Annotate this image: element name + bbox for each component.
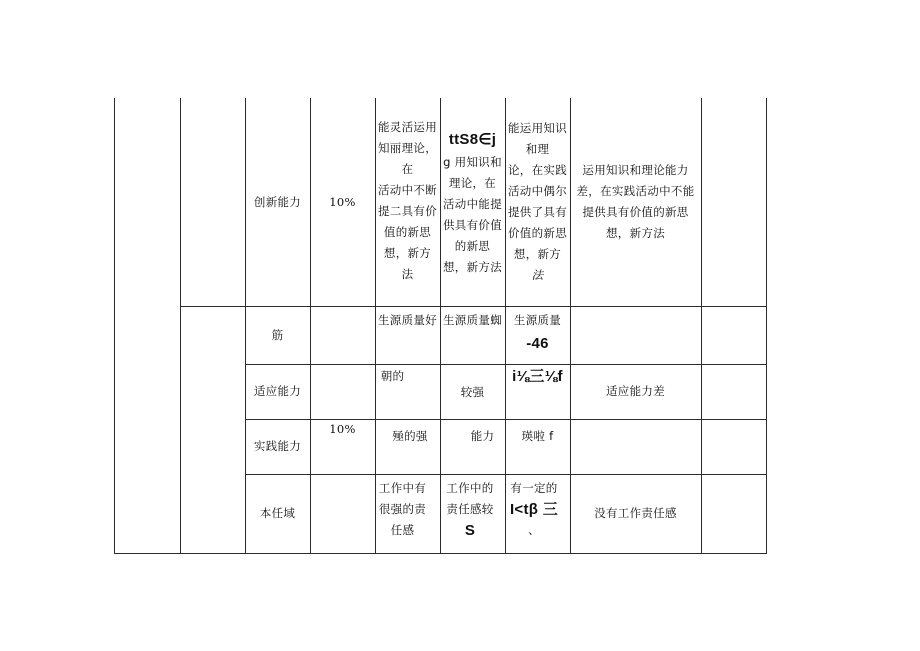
criterion-label-responsibility: 本任域: [259, 506, 296, 520]
criterion-weight-creative: 10%: [329, 194, 356, 209]
grade-fair-creative: 能运用知识 和理 论，在实践 活动中偶尔 提供了具有 价值的新思 想，新方 法: [508, 121, 567, 282]
grade-fair-r2: i⅛三⅛f: [512, 368, 563, 385]
col-divider: [180, 98, 181, 554]
criterion-label: 筋: [271, 327, 284, 342]
criterion-weight-adapt: 10%: [329, 422, 356, 436]
col-divider: [766, 98, 767, 554]
grade-good-r2: 较强: [460, 385, 485, 399]
grade-fair-r1: 生源质量 -46: [513, 313, 562, 352]
grade-poor-r4: 没有工作责任感: [594, 506, 677, 520]
grade-excellent-r4: 工作中有 很强的责 任感: [378, 481, 427, 537]
grade-excellent-r3: 殛的强: [392, 428, 428, 443]
grade-good-r4: 工作中的 责任感较 S: [446, 481, 494, 539]
grade-excellent-r1: 生源质量好: [378, 313, 437, 327]
col-divider: [701, 98, 702, 554]
grade-good-creative: ttS8∈j g 用知识和 理论，在 活动中能提 供具有价值 的新思 想，新方法: [443, 131, 502, 274]
criterion-label-practice: 实践能力: [253, 439, 302, 453]
grade-poor-r2: 适应能力差: [606, 384, 665, 398]
grade-fair-r4: 有一定的 I<tβ 三 、: [509, 481, 559, 537]
grade-fair-r3: 瑛啦 f: [521, 428, 554, 443]
col-divider: [114, 98, 115, 554]
criterion-label-adaptability: 适应能力: [253, 384, 302, 398]
grade-excellent-r2: 朝的: [380, 369, 405, 383]
grade-good-r3: 能力: [470, 428, 495, 443]
grade-poor-creative: 运用知识和理论能力 差，在实践活动中不能 提供具有价值的新思 想，新方法: [576, 163, 695, 240]
grade-excellent-creative: 能灵活运用 知丽理论， 在 活动中不断 提二具有价 值的新思 想，新方 法: [378, 120, 437, 281]
grade-good-r1: 生源质量蜘: [443, 313, 502, 327]
criterion-label-creative: 创新能力: [253, 194, 302, 209]
